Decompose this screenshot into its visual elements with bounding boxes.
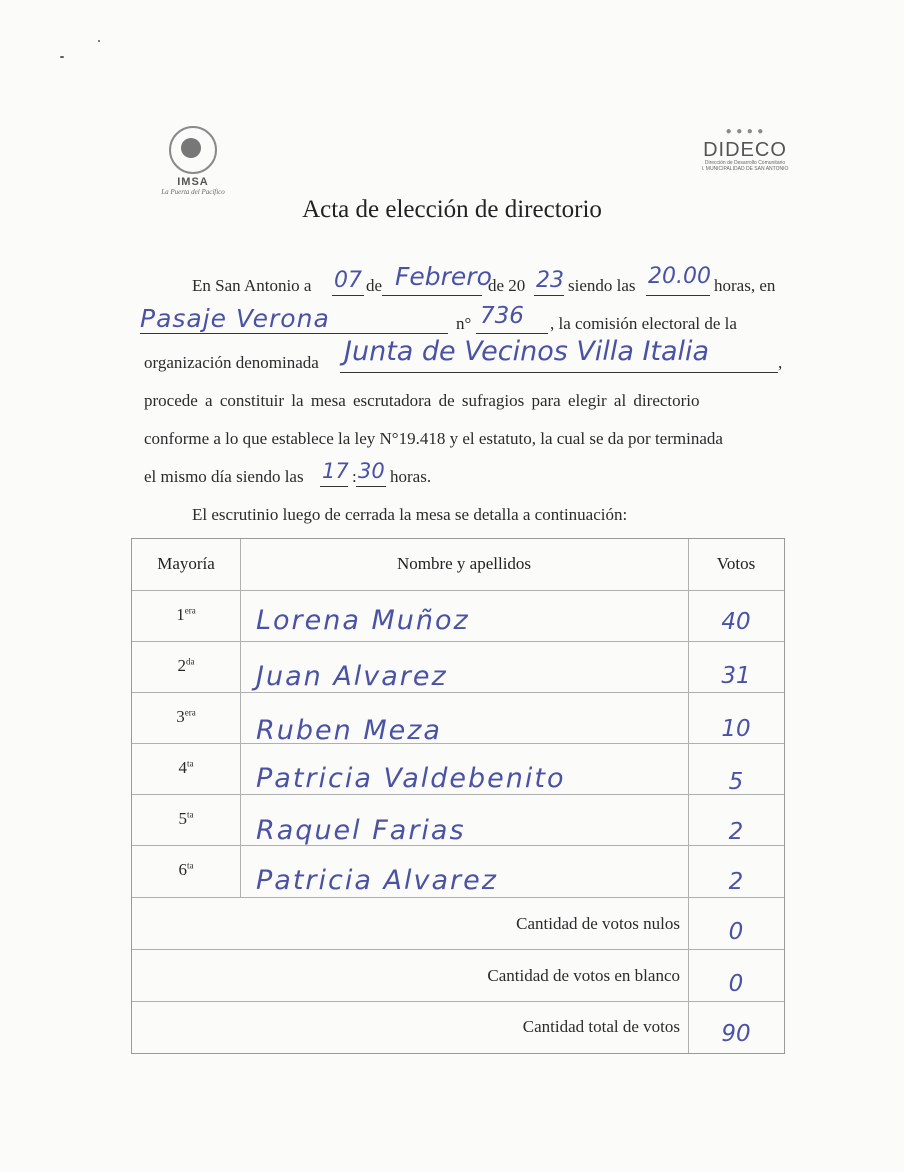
header-rank: Mayoría bbox=[157, 554, 215, 573]
line1-text-a: En San Antonio a bbox=[192, 276, 312, 295]
row-rank bbox=[132, 860, 240, 880]
end-minute-underline bbox=[356, 486, 386, 487]
end-hour-underline bbox=[320, 486, 348, 487]
date-month-underline bbox=[382, 295, 482, 296]
start-hour: 20.00 bbox=[648, 264, 711, 289]
row-divider bbox=[132, 949, 784, 950]
candidate-votes: 5 bbox=[728, 769, 744, 795]
rank-suffix: era bbox=[184, 707, 196, 718]
rank-suffix: ta bbox=[187, 860, 194, 871]
date-day-underline bbox=[332, 295, 364, 296]
null-votes-value: 0 bbox=[728, 919, 744, 945]
blank-votes-label: Cantidad de votos en blanco bbox=[487, 966, 680, 985]
meeting-place: Pasaje Verona bbox=[140, 304, 330, 333]
rank-suffix: ta bbox=[187, 809, 194, 820]
dideco-dots-icon: ● ● ● ● bbox=[725, 126, 765, 137]
row-divider bbox=[132, 641, 784, 642]
rank-number: 2 bbox=[177, 656, 186, 675]
street-number: 736 bbox=[480, 303, 524, 329]
total-votes-value: 90 bbox=[721, 1021, 751, 1047]
dideco-logo bbox=[690, 126, 800, 182]
imsa-logo-subtitle: La Puerta del Pacífico bbox=[161, 188, 225, 196]
dideco-logo-subtitle: Dirección de Desarrollo Comunitario bbox=[704, 160, 786, 166]
row-rank bbox=[132, 707, 240, 727]
scan-speck bbox=[60, 56, 64, 58]
line1-text-c: de 20 bbox=[488, 276, 526, 295]
rank-number: 1 bbox=[176, 605, 185, 624]
document-title: Acta de elección de directorio bbox=[302, 196, 602, 223]
row-rank bbox=[132, 656, 240, 676]
row-rank bbox=[132, 809, 240, 829]
results-table bbox=[131, 538, 785, 1054]
row-divider bbox=[132, 743, 784, 744]
header-votes: Votos bbox=[716, 554, 756, 573]
dideco-logo-text: DIDECO bbox=[703, 139, 787, 161]
line3-text-b: , bbox=[778, 353, 783, 372]
rank-number: 5 bbox=[178, 809, 187, 828]
rank-suffix: da bbox=[186, 656, 195, 667]
blank-votes-value: 0 bbox=[728, 971, 744, 997]
end-hour: 17 bbox=[322, 459, 349, 483]
total-votes-label: Cantidad total de votos bbox=[522, 1017, 680, 1036]
start-hour-underline bbox=[646, 295, 710, 296]
col-divider-rank bbox=[240, 539, 241, 897]
end-minute: 30 bbox=[358, 459, 385, 483]
organization-name-underline bbox=[340, 372, 778, 373]
candidate-name: Ruben Meza bbox=[256, 715, 442, 746]
rank-number: 6 bbox=[178, 860, 187, 879]
row-rank bbox=[132, 758, 240, 778]
line3-text-a: organización denominada bbox=[144, 353, 319, 372]
rank-suffix: ta bbox=[187, 758, 194, 769]
date-day: 07 bbox=[334, 268, 362, 293]
candidate-votes: 40 bbox=[721, 609, 751, 635]
rank-number: 3 bbox=[176, 707, 185, 726]
candidate-votes: 2 bbox=[728, 819, 744, 845]
candidate-votes: 31 bbox=[721, 663, 751, 689]
candidate-name: Raquel Farias bbox=[256, 815, 466, 846]
null-votes-label: Cantidad de votos nulos bbox=[516, 914, 680, 933]
table-intro: El escrutinio luego de cerrada la mesa se detalla a continuación: bbox=[192, 505, 628, 524]
organization-name: Junta de Vecinos Villa Italia bbox=[344, 336, 710, 367]
meeting-place-underline bbox=[140, 333, 448, 334]
header-name: Nombre y apellidos bbox=[396, 554, 532, 573]
row-rank bbox=[132, 605, 240, 625]
candidate-name: Juan Alvarez bbox=[256, 661, 448, 692]
line1-text-d: siendo las bbox=[568, 276, 636, 295]
end-time-separator: : bbox=[352, 467, 357, 486]
row-divider bbox=[132, 692, 784, 693]
date-month: Febrero bbox=[395, 262, 492, 291]
row-divider bbox=[132, 1001, 784, 1002]
rank-suffix: era bbox=[184, 605, 196, 616]
imsa-logo bbox=[148, 118, 238, 196]
imsa-emblem-icon bbox=[169, 126, 217, 174]
row-divider bbox=[132, 897, 784, 898]
candidate-name: Patricia Valdebenito bbox=[256, 763, 566, 794]
line2-text-b: , la comisión electoral de la bbox=[550, 314, 737, 333]
row-divider bbox=[132, 794, 784, 795]
rank-number: 4 bbox=[178, 758, 187, 777]
line1-text-b: de bbox=[366, 276, 383, 295]
line2-text-a: n° bbox=[456, 314, 472, 333]
line4-text: procede a constituir la mesa escrutadora de sufragios para elegir al directorio bbox=[144, 391, 700, 410]
line6-text-b: horas. bbox=[390, 467, 432, 486]
row-divider bbox=[132, 590, 784, 591]
street-number-underline bbox=[476, 333, 548, 334]
line6-text-a: el mismo día siendo las bbox=[144, 467, 304, 486]
candidate-name: Patricia Alvarez bbox=[256, 865, 498, 896]
line5-text: conforme a lo que establece la ley N°19.418 y el estatuto, la cual se da por terminada bbox=[144, 429, 723, 448]
dideco-logo-subtitle-2: I. MUNICIPALIDAD DE SAN ANTONIO bbox=[701, 166, 789, 172]
date-year-underline bbox=[534, 295, 564, 296]
imsa-logo-text: IMSA bbox=[177, 176, 209, 188]
candidate-votes: 10 bbox=[721, 716, 751, 742]
candidate-votes: 2 bbox=[728, 869, 744, 895]
candidate-name: Lorena Muñoz bbox=[256, 605, 470, 636]
date-year: 23 bbox=[536, 268, 564, 293]
scan-speck bbox=[98, 40, 100, 42]
line1-text-e: horas, en bbox=[714, 276, 776, 295]
